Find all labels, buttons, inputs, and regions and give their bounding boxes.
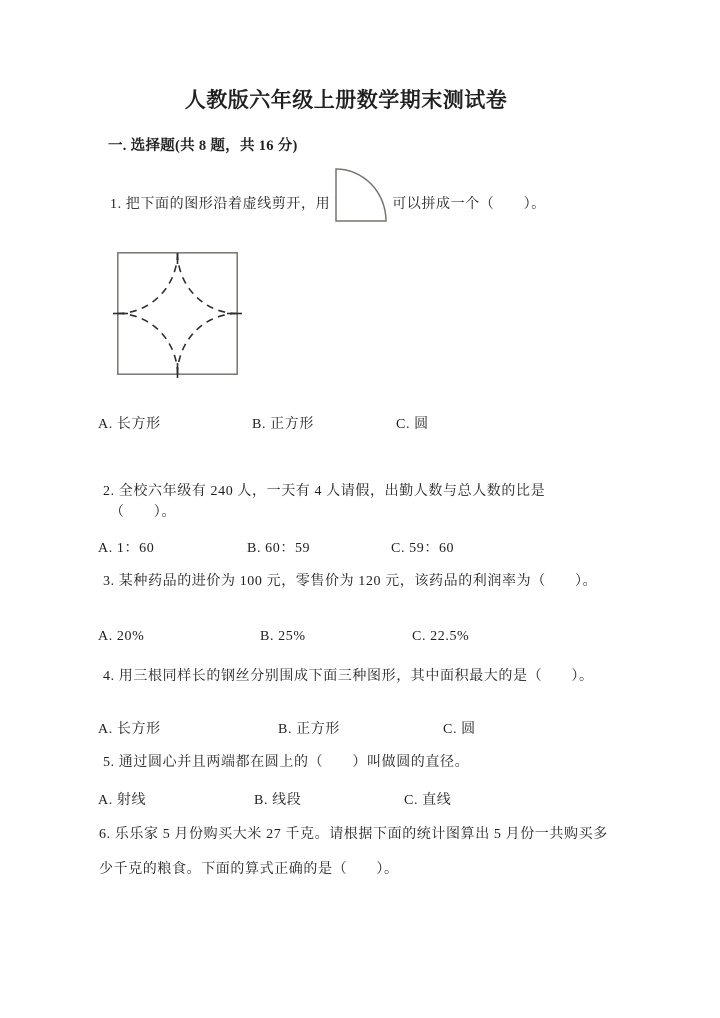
question-3-option-c: C. 22.5% (412, 629, 470, 644)
question-1-text-after: 可以拼成一个（ ）。 (392, 197, 546, 212)
question-1 (110, 168, 546, 224)
question-1-options (0, 413, 720, 431)
question-2-line-1: 2. 全校六年级有 240 人，一天有 4 人请假，出勤人数与总人数的比是 (103, 484, 546, 499)
question-5-text: 5. 通过圆心并且两端都在圆上的（ ）叫做圆的直径。 (103, 755, 470, 770)
question-6-line-1: 6. 乐乐家 5 月份购买大米 27 千克。请根据下面的统计图算出 5 月份一共购买多 (99, 827, 608, 842)
question-2-options (0, 537, 720, 555)
quarter-circle-shape (335, 168, 387, 222)
question-3-option-a: A. 20% (98, 629, 145, 644)
arc-bottom-right (178, 314, 238, 375)
question-3-options (0, 629, 720, 647)
question-4-option-b: B. 正方形 (278, 722, 340, 737)
arc-top-left (118, 253, 178, 314)
question-2-line-2: （ ）。 (110, 505, 176, 520)
question-4-option-c: C. 圆 (443, 722, 476, 737)
question-4-text: 4. 用三根同样长的钢丝分别围成下面三种图形，其中面积最大的是（ ）。 (103, 669, 594, 684)
question-2-option-b: B. 60：59 (247, 541, 311, 556)
question-1-option-b: B. 正方形 (252, 417, 314, 432)
question-2-option-a: A. 1：60 (98, 541, 155, 556)
section-heading: 一. 选择题(共 8 题，共 16 分) (108, 138, 298, 154)
quarter-circle-path (336, 169, 386, 221)
question-4-options (0, 718, 720, 736)
arc-top-right (178, 253, 238, 314)
square-outline (118, 253, 237, 374)
question-1-text-before: 1. 把下面的图形沿着虚线剪开，用 (110, 197, 331, 212)
question-2-option-c: C. 59：60 (391, 541, 455, 556)
question-1-option-c: C. 圆 (396, 417, 429, 432)
dashed-square-figure (112, 247, 243, 381)
question-3-text: 3. 某种药品的进价为 100 元，零售价为 120 元，该药品的利润率为（ ）。 (103, 574, 598, 589)
question-6-line-2: 少千克的粮食。下面的算式正确的是（ ）。 (99, 862, 399, 877)
question-5-options (0, 789, 720, 807)
arc-bottom-left (118, 314, 178, 375)
question-5-option-a: A. 射线 (98, 793, 147, 808)
question-3-option-b: B. 25% (260, 629, 306, 644)
page-title: 人教版六年级上册数学期末测试卷 (184, 88, 508, 112)
question-5-option-b: B. 线段 (254, 793, 302, 808)
question-5-option-c: C. 直线 (404, 793, 452, 808)
question-4-option-a: A. 长方形 (98, 722, 161, 737)
question-1-option-a: A. 长方形 (98, 417, 161, 432)
